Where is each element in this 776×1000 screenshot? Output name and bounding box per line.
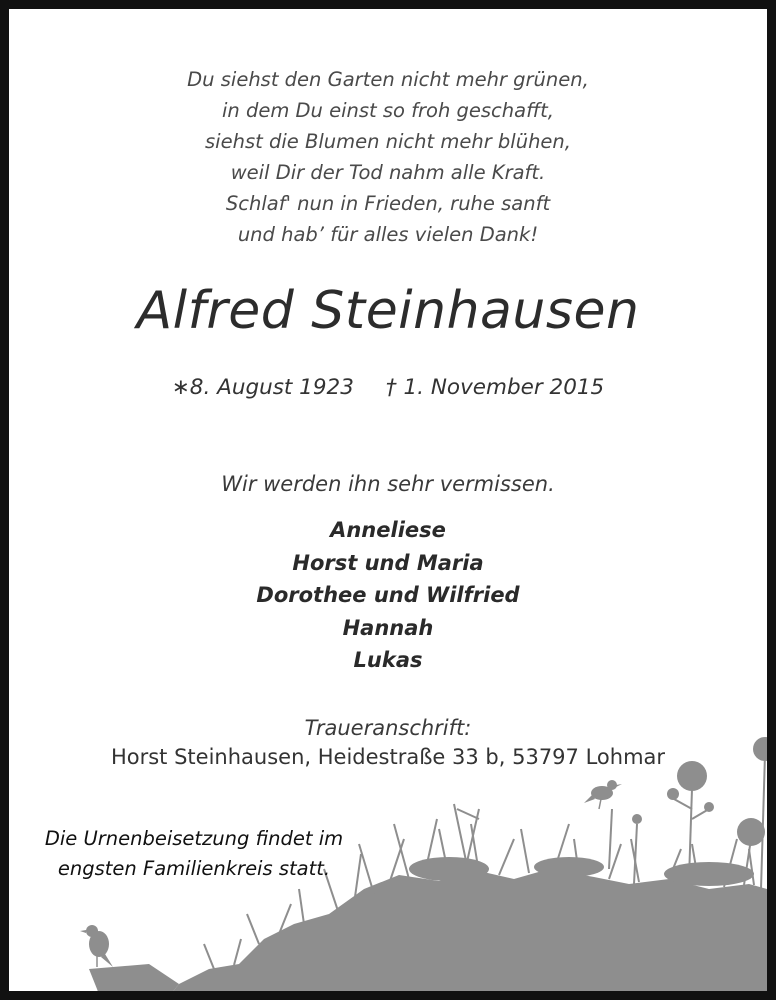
address-line: Horst Steinhausen, Heidestraße 33 b, 53797 Lohmar: [110, 745, 666, 769]
poem-line: siehst die Blumen nicht mehr blühen,: [205, 130, 571, 153]
poem-line: und hab’ für alles vielen Dank!: [237, 223, 539, 246]
mourner-name: Dorothee und Wilfried: [256, 583, 520, 607]
mourner-name: Hannah: [342, 615, 434, 640]
birth-date: ∗8. August 1923: [171, 375, 354, 400]
mourner-name: Horst und Maria: [292, 550, 484, 575]
poem-line: weil Dir der Tod nahm alle Kraft.: [230, 161, 546, 184]
address-label: Traueranschrift:: [304, 716, 472, 740]
burial-note-line: engsten Familienkreis statt.: [57, 857, 331, 880]
death-date: † 1. November 2015: [385, 375, 605, 400]
poem-line: in dem Du einst so froh geschafft,: [221, 99, 555, 122]
deceased-name: Alfred Steinhausen: [136, 281, 640, 341]
poem-line: Du siehst den Garten nicht mehr grünen,: [187, 68, 589, 91]
mourner-name: Lukas: [353, 648, 423, 672]
burial-note: [29, 824, 359, 884]
poem-line: Schlaf' nun in Frieden, ruhe sanft: [225, 192, 551, 215]
mourning-message: Wir werden ihn sehr vermissen.: [221, 472, 555, 496]
burial-note-line: Die Urnenbeisetzung findet im: [44, 827, 344, 850]
mourner-name: Anneliese: [330, 518, 446, 542]
